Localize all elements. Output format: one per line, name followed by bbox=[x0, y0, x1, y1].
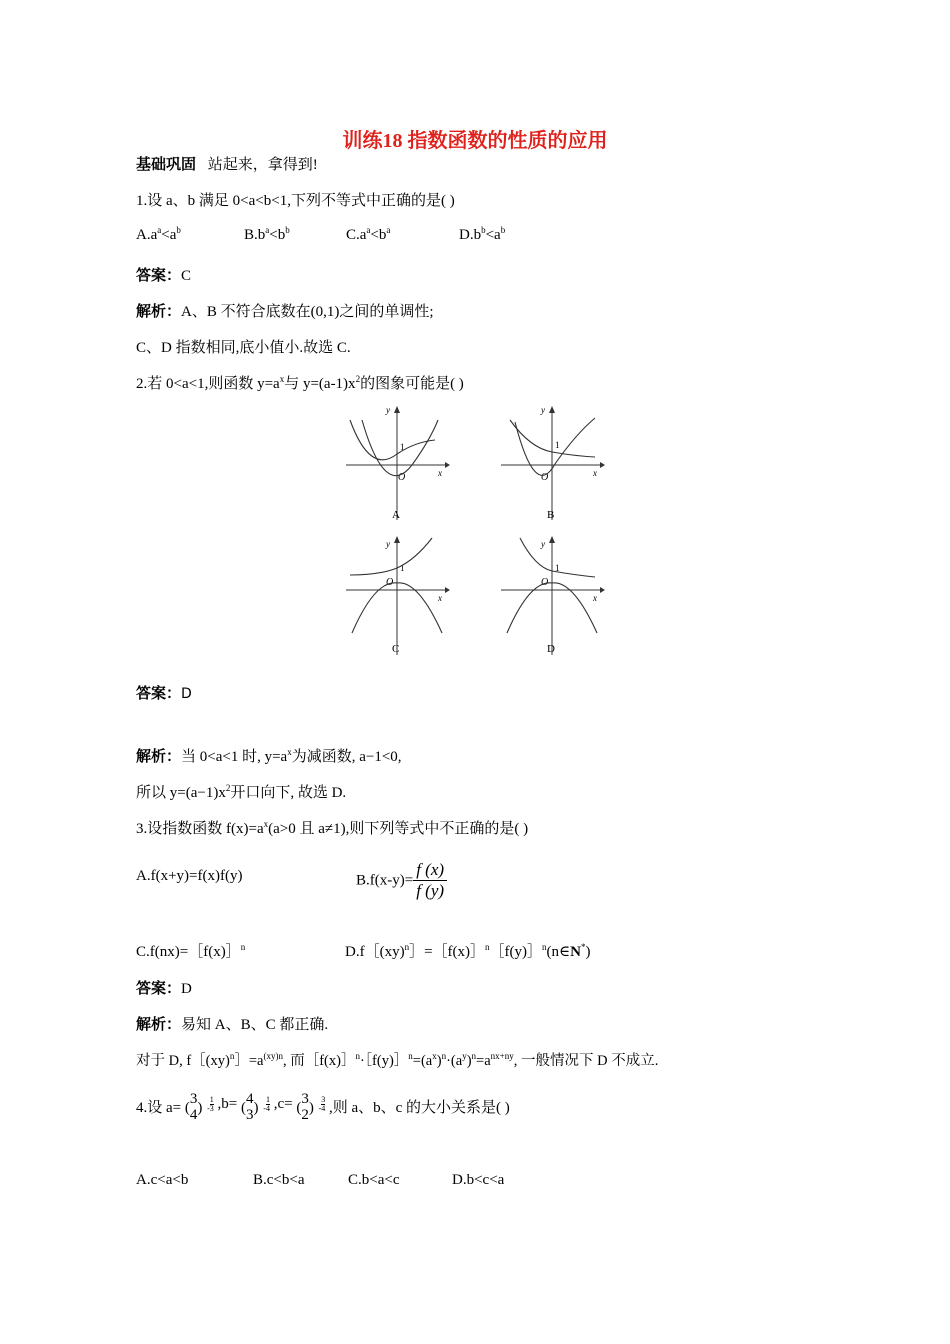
q2-stem: 2.若 0<a<1,则函数 $y=a^x$与 $y=(a-1)x^2$的图象可能是( ) bbox=[136, 374, 464, 392]
svg-text:y: y bbox=[386, 539, 390, 549]
q3-option-a: A.f(x+y)=f(x)f(y) bbox=[136, 868, 243, 884]
svg-text:O: O bbox=[386, 577, 394, 588]
q1-option-d: $D.b^b<a^b$ bbox=[459, 225, 506, 243]
svg-text:x: x bbox=[593, 468, 597, 478]
q3-answer: 答案：D bbox=[136, 981, 192, 997]
svg-text:y: y bbox=[541, 539, 545, 549]
section-slogan: 站起来，拿得到! bbox=[207, 157, 318, 173]
section-header bbox=[136, 153, 318, 174]
svg-text:1: 1 bbox=[400, 563, 405, 573]
q3-option-b: B.f(x-y)= $\frac{f (x)}{f (y)}$ bbox=[356, 860, 447, 902]
q3-analysis-1: 解析：易知 A、B、C 都正确. bbox=[136, 1017, 329, 1033]
section-label: 基础巩固 bbox=[136, 157, 197, 173]
q4-option-a: A.c<a<b bbox=[136, 1172, 189, 1188]
svg-text:y: y bbox=[541, 405, 545, 415]
q4-option-c: C.b<a<c bbox=[348, 1172, 400, 1188]
svg-text:1: 1 bbox=[555, 563, 560, 573]
graph-a bbox=[340, 400, 460, 525]
q2-answer: 答案：D bbox=[136, 686, 192, 702]
svg-text:1: 1 bbox=[400, 442, 405, 452]
q3-option-d: D.f［(xy)$^n$］=［f(x)］$^n$［f(y)］$^n$(n∈N*) bbox=[345, 942, 591, 960]
graph-b-label: B bbox=[547, 509, 555, 521]
q4-option-d: D.b<c<a bbox=[452, 1172, 505, 1188]
q3-analysis-2: 对于 D, $f[(xy)^n]=a^{(xy)n}$, 而$[f(x)]^n\cdot[f(y)]^n=(a^x)^n\cdot(a^y)^n=a^{nx+ny}$, 一般情况下 D 不成立. bbox=[136, 1051, 659, 1069]
q1-answer: 答案：C bbox=[136, 268, 192, 284]
svg-text:x: x bbox=[593, 593, 597, 603]
q4-stem: 4.设 a= ( 3 4 ) - $\frac{1}{3}$ ,b= ( 4 3 ) - $\frac{1}{4}$ ,c= ( 3 2 ) - $\frac{3}{4}$ ,则 a、b、c 的大小关系是( ) bbox=[136, 1091, 510, 1123]
svg-text:x: x bbox=[438, 468, 442, 478]
q3-stem: 3.设指数函数 $f(x)=a^x(a>0$ 且 a≠1),则下列等式中不正确的是( ) bbox=[136, 819, 529, 837]
svg-text:O: O bbox=[398, 472, 406, 483]
q1-option-b: $B.b^a<b^b$ bbox=[244, 225, 290, 243]
q1-stem: 1.设 a、b 满足 0<a<b<1,下列不等式中正确的是( ) bbox=[136, 193, 455, 209]
q1-analysis-2: C、D 指数相同,底小值小.故选 C. bbox=[136, 340, 351, 356]
svg-text:1: 1 bbox=[555, 440, 560, 450]
q1-option-c: $C.a^a<b^a$ bbox=[346, 225, 391, 243]
page-title: 训练18 指数函数的性质的应用 bbox=[342, 130, 608, 152]
q2-analysis-2: 所以 $y=(a-1)x^2$开口向下, 故选 D. bbox=[136, 783, 347, 801]
graph-b bbox=[495, 400, 615, 525]
svg-text:O: O bbox=[541, 472, 549, 483]
q3-option-c: C.f(nx)=［f(x)］$^n$ bbox=[136, 942, 246, 960]
q1-option-a: $A.a^a<a^b$ bbox=[136, 225, 181, 243]
q2-analysis-1: 解析：当 0<a<1 时, $y=a^x$为减函数, a−1<0, bbox=[136, 747, 402, 765]
svg-text:y: y bbox=[386, 405, 390, 415]
graph-c-label: C bbox=[392, 643, 400, 655]
svg-text:O: O bbox=[541, 577, 549, 588]
graph-d bbox=[495, 535, 615, 660]
graph-a-label: A bbox=[392, 509, 400, 521]
q4-option-b: B.c<b<a bbox=[253, 1172, 305, 1188]
svg-text:x: x bbox=[438, 593, 442, 603]
graph-d-label: D bbox=[547, 643, 555, 655]
q1-analysis-1: 解析：A、B 不符合底数在(0,1)之间的单调性; bbox=[136, 304, 434, 320]
graph-c bbox=[340, 535, 460, 660]
